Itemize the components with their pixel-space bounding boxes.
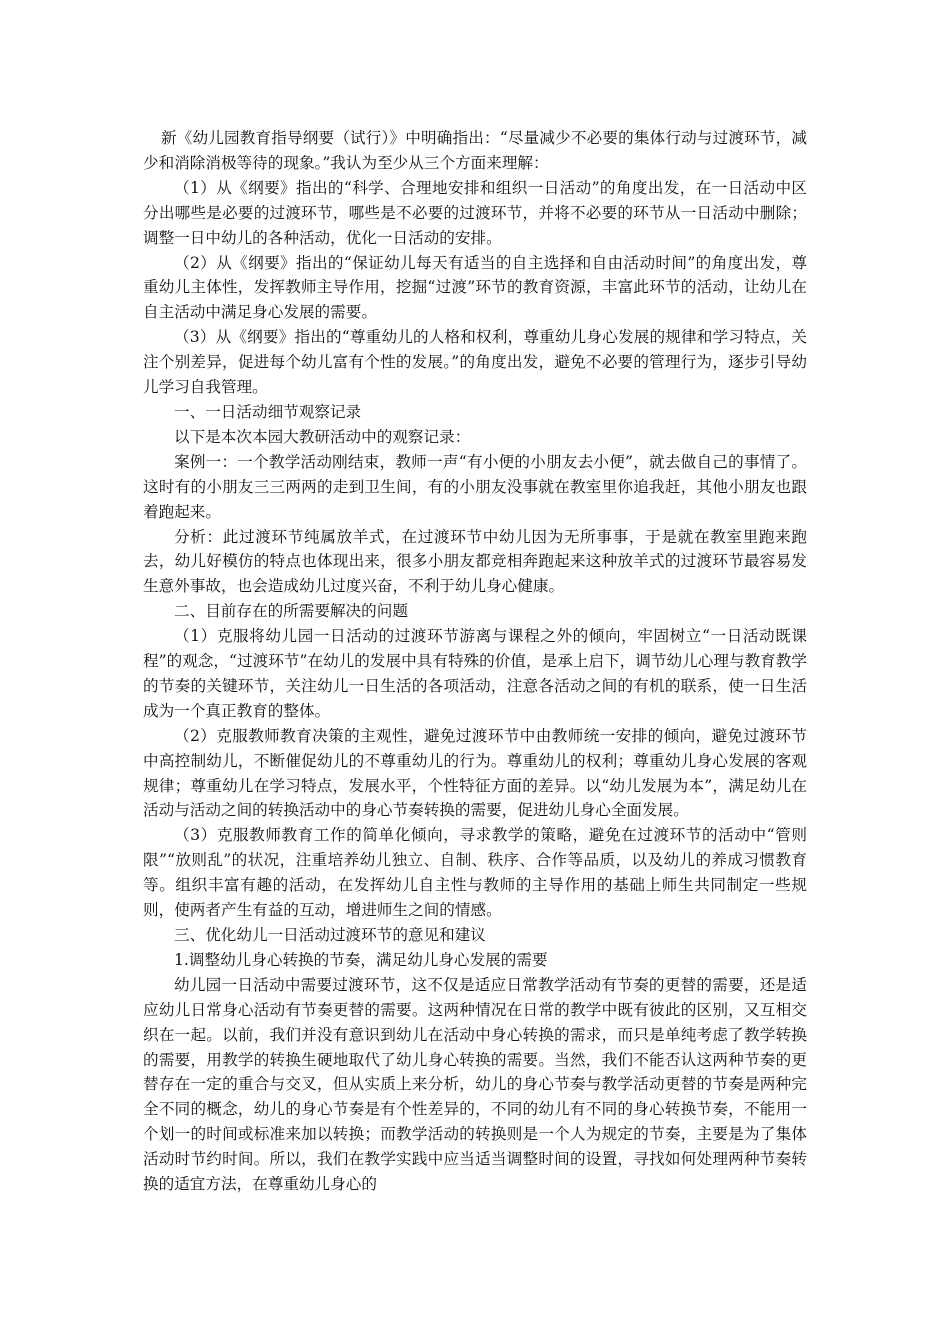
- point-1-paragraph: （1）从《纲要》指出的“科学、合理地安排和组织一日活动”的角度出发，在一日活动中区分出哪些是必要的过渡环节，哪些是不必要的过渡环节，并将不必要的环节从一日活动中删除；调整一日中幼儿的各种活动，优化一日活动的安排。: [143, 178, 807, 247]
- document-page: [143, 126, 807, 1197]
- case-1-paragraph: 案例一：一个教学活动刚结束，教师一声“有小便的小朋友去小便”，就去做自己的事情了。这时有的小朋友三三两两的走到卫生间，有的小朋友没事就在教室里你追我赶，其他小朋友也跟着跑起来。: [143, 452, 807, 521]
- problem-2-paragraph: （2）克服教师教育决策的主观性，避免过渡环节中由教师统一安排的倾向，避免过渡环节中高控制幼儿，不断催促幼儿的不尊重幼儿的行为。尊重幼儿的权利；尊重幼儿身心发展的客观规律；尊重幼儿在学习特点，发展水平，个性特征方面的差异。以“幼儿发展为本”，满足幼儿在活动与活动之间的转换活动中的身心节奏转换的需要，促进幼儿身心全面发展。: [143, 726, 807, 820]
- section-heading-2: 二、目前存在的所需要解决的问题: [174, 602, 408, 621]
- observation-intro: 以下是本次本园大教研活动中的观察记录：: [174, 427, 471, 446]
- sub-heading-1: 1.调整幼儿身心转换的节奏，满足幼儿身心发展的需要: [174, 950, 548, 969]
- analysis-paragraph: 分析：此过渡环节纯属放羊式，在过渡环节中幼儿因为无所事事，于是就在教室里跑来跑去，幼儿好模仿的特点也体现出来，很多小朋友都竞相奔跑起来这种放羊式的过渡环节最容易发生意外事故，也会造成幼儿过度兴奋，不利于幼儿身心健康。: [143, 527, 807, 596]
- problem-1-paragraph: （1）克服将幼儿园一日活动的过渡环节游离与课程之外的倾向，牢固树立“一日活动既课程”的观念，“过渡环节”在幼儿的发展中具有特殊的价值，是承上启下，调节幼儿心理与教育教学的节奏的关键环节，关注幼儿一日生活的各项活动，注意各活动之间的有机的联系，使一日生活成为一个真正教育的整体。: [143, 627, 807, 720]
- body-final-paragraph: 幼儿园一日活动中需要过渡环节，这不仅是适应日常教学活动有节奏的更替的需要，还是适应幼儿日常身心活动有节奏更替的需要。这两种情况在日常的教学中既有彼此的区别，又互相交织在一起。以前，我们并没有意识到幼儿在活动中身心转换的需求，而只是单纯考虑了教学转换的需要，用教学的转换生硬地取代了幼儿身心转换的需要。当然，我们不能否认这两种节奏的更替存在一定的重合与交叉，但从实质上来分析，幼儿的身心节奏与教学活动更替的节奏是两种完全不同的概念，幼儿的身心节奏是有个性差异的，不同的幼儿有不同的身心转换节奏，不能用一个划一的时间或标准来加以转换；而教学活动的转换则是一个人为规定的节奏，主要是为了集体活动时节约时间。所以，我们在教学实践中应当适当调整时间的设置，寻找如何处理两种节奏转换的适宜方法，在尊重幼儿身心的: [143, 975, 807, 1194]
- section-heading-1: 一、一日活动细节观察记录: [174, 402, 362, 421]
- intro-paragraph: 新《幼儿园教育指导纲要（试行）》中明确指出：“尽量减少不必要的集体行动与过渡环节，减少和消除消极等待的现象。”我认为至少从三个方面来理解：: [143, 129, 807, 172]
- section-heading-3: 三、优化幼儿一日活动过渡环节的意见和建议: [174, 926, 486, 944]
- problem-3-paragraph: （3）克服教师教育工作的简单化倾向，寻求教学的策略，避免在过渡环节的活动中“管则限”“放则乱”的状况，注重培养幼儿独立、自制、秩序、合作等品质，以及幼儿的养成习惯教育等。组织丰富有趣的活动，在发挥幼儿自主性与教师的主导作用的基础上师生共同制定一些规则，使两者产生有益的互动，增进师生之间的情感。: [143, 826, 807, 920]
- point-3-paragraph: （3）从《纲要》指出的“尊重幼儿的人格和权利，尊重幼儿身心发展的规律和学习特点，关注个别差异，促进每个幼儿富有个性的发展。”的角度出发，避免不必要的管理行为，逐步引导幼儿学习自我管理。: [143, 328, 807, 397]
- point-2-paragraph: （2）从《纲要》指出的“保证幼儿每天有适当的自主选择和自由活动时间”的角度出发，尊重幼儿主体性，发挥教师主导作用，挖掘“过渡”环节的教育资源，丰富此环节的活动，让幼儿在自主活动中满足身心发展的需要。: [143, 253, 807, 322]
